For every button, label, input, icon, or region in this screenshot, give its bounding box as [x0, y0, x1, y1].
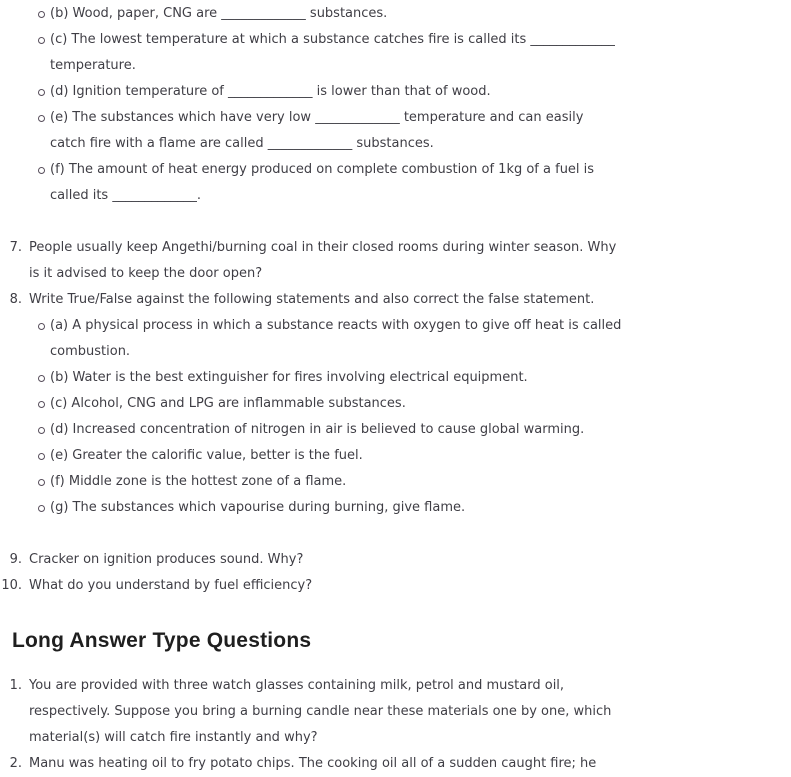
text-line: material(s) will catch fire instantly and why? [29, 730, 318, 745]
question-number: 9. [9, 552, 22, 567]
question-number: 2. [9, 756, 22, 771]
text-line: (f) Middle zone is the hottest zone of a flame. [50, 474, 347, 489]
text-line: Manu was heating oil to fry potato chips. The cooking oil all of a sudden caught fire; he [29, 756, 597, 771]
circle-bullet-icon [38, 401, 45, 408]
question-number: 10. [1, 578, 22, 593]
text-line: (d) Increased concentration of nitrogen in air is believed to cause global warming. [50, 422, 585, 437]
text-line: catch fire with a flame are called _____________ substances. [50, 136, 434, 151]
text-line: (a) A physical process in which a substance reacts with oxygen to give off heat is called [50, 318, 622, 333]
long-answer-questions [0, 673, 791, 777]
text-line: Cracker on ignition produces sound. Why? [29, 552, 304, 567]
circle-bullet-icon [38, 479, 45, 486]
text-line: (e) Greater the calorific value, better is the fuel. [50, 448, 363, 463]
circle-bullet-icon [38, 427, 45, 434]
text-line: You are provided with three watch glasses containing milk, petrol and mustard oil, [29, 678, 565, 693]
circle-bullet-icon [38, 11, 45, 18]
text-line: (c) The lowest temperature at which a substance catches fire is called its _____________ [50, 32, 615, 47]
circle-bullet-icon [38, 37, 45, 44]
circle-bullet-icon [38, 115, 45, 122]
circle-bullet-icon [38, 167, 45, 174]
question-10 [0, 573, 791, 599]
long-question-2 [0, 751, 791, 777]
fill-item-e [0, 105, 791, 157]
statement-c [0, 391, 791, 417]
text-line: temperature. [50, 58, 136, 73]
question-8 [0, 287, 791, 313]
statement-d [0, 417, 791, 443]
question-number: 7. [9, 240, 22, 255]
text-line: (e) The substances which have very low _____________ temperature and can easily [50, 110, 584, 125]
question-number: 1. [9, 678, 22, 693]
circle-bullet-icon [38, 453, 45, 460]
section-heading: Long Answer Type Questions [12, 629, 312, 652]
question-7 [0, 235, 791, 287]
text-line: (d) Ignition temperature of _____________ is lower than that of wood. [50, 84, 491, 99]
fill-in-blanks-list [0, 1, 791, 209]
text-line: is it advised to keep the door open? [29, 266, 263, 281]
circle-bullet-icon [38, 505, 45, 512]
short-questions-9-10 [0, 547, 791, 599]
text-line: respectively. Suppose you bring a burning candle near these materials one by one, which [29, 704, 612, 719]
text-line: People usually keep Angethi/burning coal in their closed rooms during winter season. Why [29, 240, 617, 255]
statement-b [0, 365, 791, 391]
circle-bullet-icon [38, 375, 45, 382]
text-line: What do you understand by fuel efficiency? [29, 578, 313, 593]
statement-g [0, 495, 791, 521]
text-line: (b) Wood, paper, CNG are _____________ substances. [50, 6, 388, 21]
circle-bullet-icon [38, 89, 45, 96]
statement-e [0, 443, 791, 469]
statement-f [0, 469, 791, 495]
fill-item-c [0, 27, 791, 79]
fill-item-b [0, 1, 791, 27]
text-line: combustion. [50, 344, 131, 359]
statement-a [0, 313, 791, 365]
fill-item-d [0, 79, 791, 105]
text-line: Write True/False against the following statements and also correct the false statement. [29, 292, 595, 307]
fill-item-f [0, 157, 791, 209]
text-line: (g) The substances which vapourise during burning, give flame. [50, 500, 466, 515]
question-9 [0, 547, 791, 573]
short-questions-7-8 [0, 235, 791, 521]
long-question-1 [0, 673, 791, 751]
text-line: (f) The amount of heat energy produced on complete combustion of 1kg of a fuel is [50, 162, 595, 177]
question-number: 8. [9, 292, 22, 307]
text-line: (b) Water is the best extinguisher for fires involving electrical equipment. [50, 370, 528, 385]
text-line: called its _____________. [50, 188, 201, 203]
circle-bullet-icon [38, 323, 45, 330]
text-line: (c) Alcohol, CNG and LPG are inflammable substances. [50, 396, 406, 411]
